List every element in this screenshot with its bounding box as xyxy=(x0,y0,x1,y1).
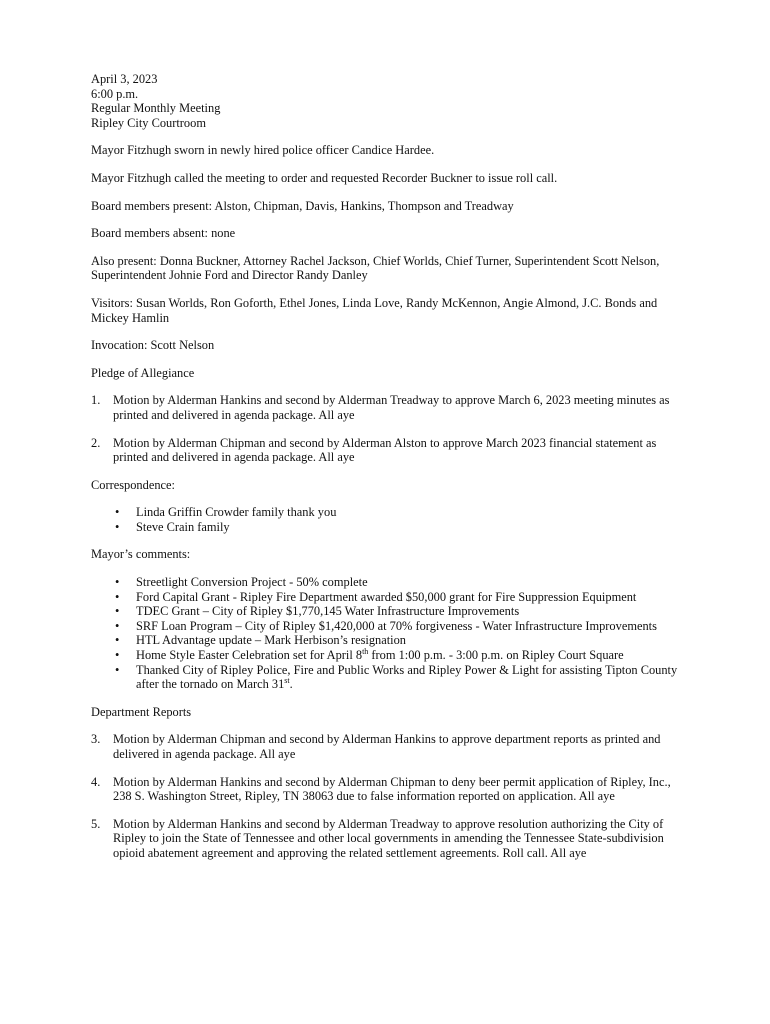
motion-number: 1. xyxy=(91,393,101,408)
motion-text: Motion by Alderman Chipman and second by Alderman Hankins to approve department reports as printed and delivered in agenda package. All aye xyxy=(113,732,661,761)
motion-text: Motion by Alderman Chipman and second by Alderman Alston to approve March 2023 financial statement as printed and delivered in agenda package. All aye xyxy=(113,435,657,465)
swearing-in-paragraph: Mayor Fitzhugh sworn in newly hired police officer Candice Hardee. xyxy=(91,143,435,158)
motion-number: 4. xyxy=(91,774,101,789)
meeting-header xyxy=(91,72,691,130)
pledge-paragraph: Pledge of Allegiance xyxy=(91,365,195,380)
mayor-comment-item: • TDEC Grant – City of Ripley $1,770,145 Water Infrastructure Improvements xyxy=(115,604,520,619)
motion-item xyxy=(91,436,691,465)
motion-item xyxy=(91,393,691,422)
motion-text: Motion by Alderman Hankins and second by Alderman Treadway to approve March 6, 2023 meeting minutes as printed and delivered in agenda package. All aye xyxy=(113,393,670,422)
visitors-paragraph: Visitors: Susan Worlds, Ron Goforth, Ethel Jones, Linda Love, Randy McKennon, Angie Almond, J.C. Bonds and Mickey Hamlin xyxy=(91,295,658,325)
motion-text: Motion by Alderman Hankins and second by Alderman Chipman to deny beer permit application of Ripley, Inc., 238 S. Washington Street, Ripley, TN 38063 due to false information reported on application. All aye xyxy=(113,774,671,804)
bullet-icon: • xyxy=(115,575,120,590)
members-present-paragraph: Board members present: Alston, Chipman, Davis, Hankins, Thompson and Treadway xyxy=(91,198,514,213)
correspondence-list xyxy=(91,505,691,534)
correspondence-heading: Correspondence: xyxy=(91,477,175,492)
bullet-icon: • xyxy=(115,505,120,520)
correspondence-item: • Steve Crain family xyxy=(115,519,230,534)
minutes-document xyxy=(91,72,691,874)
meeting-date: April 3, 2023 xyxy=(91,72,158,86)
bullet-icon: • xyxy=(115,618,120,633)
motions-list-first xyxy=(91,393,691,464)
motion-item xyxy=(91,775,691,804)
motion-item xyxy=(91,732,691,761)
members-absent-paragraph: Board members absent: none xyxy=(91,226,236,241)
meeting-time: 6:00 p.m. xyxy=(91,86,139,101)
also-present-paragraph: Also present: Donna Buckner, Attorney Rachel Jackson, Chief Worlds, Chief Turner, Superintendent Scott Nelson, Superintendent Johnie Ford and Director Randy Danley xyxy=(91,253,660,283)
mayor-comment-item: • Thanked City of Ripley Police, Fire and Public Works and Ripley Power & Light for assisting Tipton County after the tornado on March 31st. xyxy=(115,662,678,692)
mayor-comments-heading: Mayor’s comments: xyxy=(91,547,191,562)
motion-number: 2. xyxy=(91,435,101,450)
bullet-icon: • xyxy=(115,648,120,663)
bullet-icon: • xyxy=(115,589,120,604)
bullet-icon: • xyxy=(115,519,120,534)
motion-text: Motion by Alderman Hankins and second by Alderman Treadway to approve resolution authorizing the City of Ripley to join the State of Tennessee and other local governments in amending the Tennessee State-subdivision opioid abatement agreement and approving the related settlement agreements. Roll call. All aye xyxy=(113,816,664,860)
mayor-comments-list xyxy=(91,575,691,692)
call-to-order-paragraph: Mayor Fitzhugh called the meeting to order and requested Recorder Buckner to issue roll call. xyxy=(91,170,558,185)
mayor-comment-item: • Streetlight Conversion Project - 50% complete xyxy=(115,575,368,590)
mayor-comment-item: • Ford Capital Grant - Ripley Fire Department awarded $50,000 grant for Fire Suppression Equipment xyxy=(115,589,637,604)
department-reports-heading: Department Reports xyxy=(91,704,192,719)
motions-list-second xyxy=(91,732,691,860)
bullet-icon: • xyxy=(115,633,120,648)
invocation-paragraph: Invocation: Scott Nelson xyxy=(91,338,215,353)
meeting-location: Ripley City Courtroom xyxy=(91,115,206,130)
bullet-icon: • xyxy=(115,662,120,677)
mayor-comment-item: • SRF Loan Program – City of Ripley $1,420,000 at 70% forgiveness - Water Infrastructure Improvements xyxy=(115,618,657,633)
correspondence-item: • Linda Griffin Crowder family thank you xyxy=(115,505,337,520)
motion-number: 3. xyxy=(91,732,101,747)
mayor-comment-item: • HTL Advantage update – Mark Herbison’s resignation xyxy=(115,633,407,648)
motion-number: 5. xyxy=(91,816,101,831)
motion-item xyxy=(91,817,691,861)
bullet-icon: • xyxy=(115,604,120,619)
mayor-comment-item: • Home Style Easter Celebration set for April 8th from 1:00 p.m. - 3:00 p.m. on Ripley Court Square xyxy=(115,646,624,663)
meeting-type: Regular Monthly Meeting xyxy=(91,101,221,116)
